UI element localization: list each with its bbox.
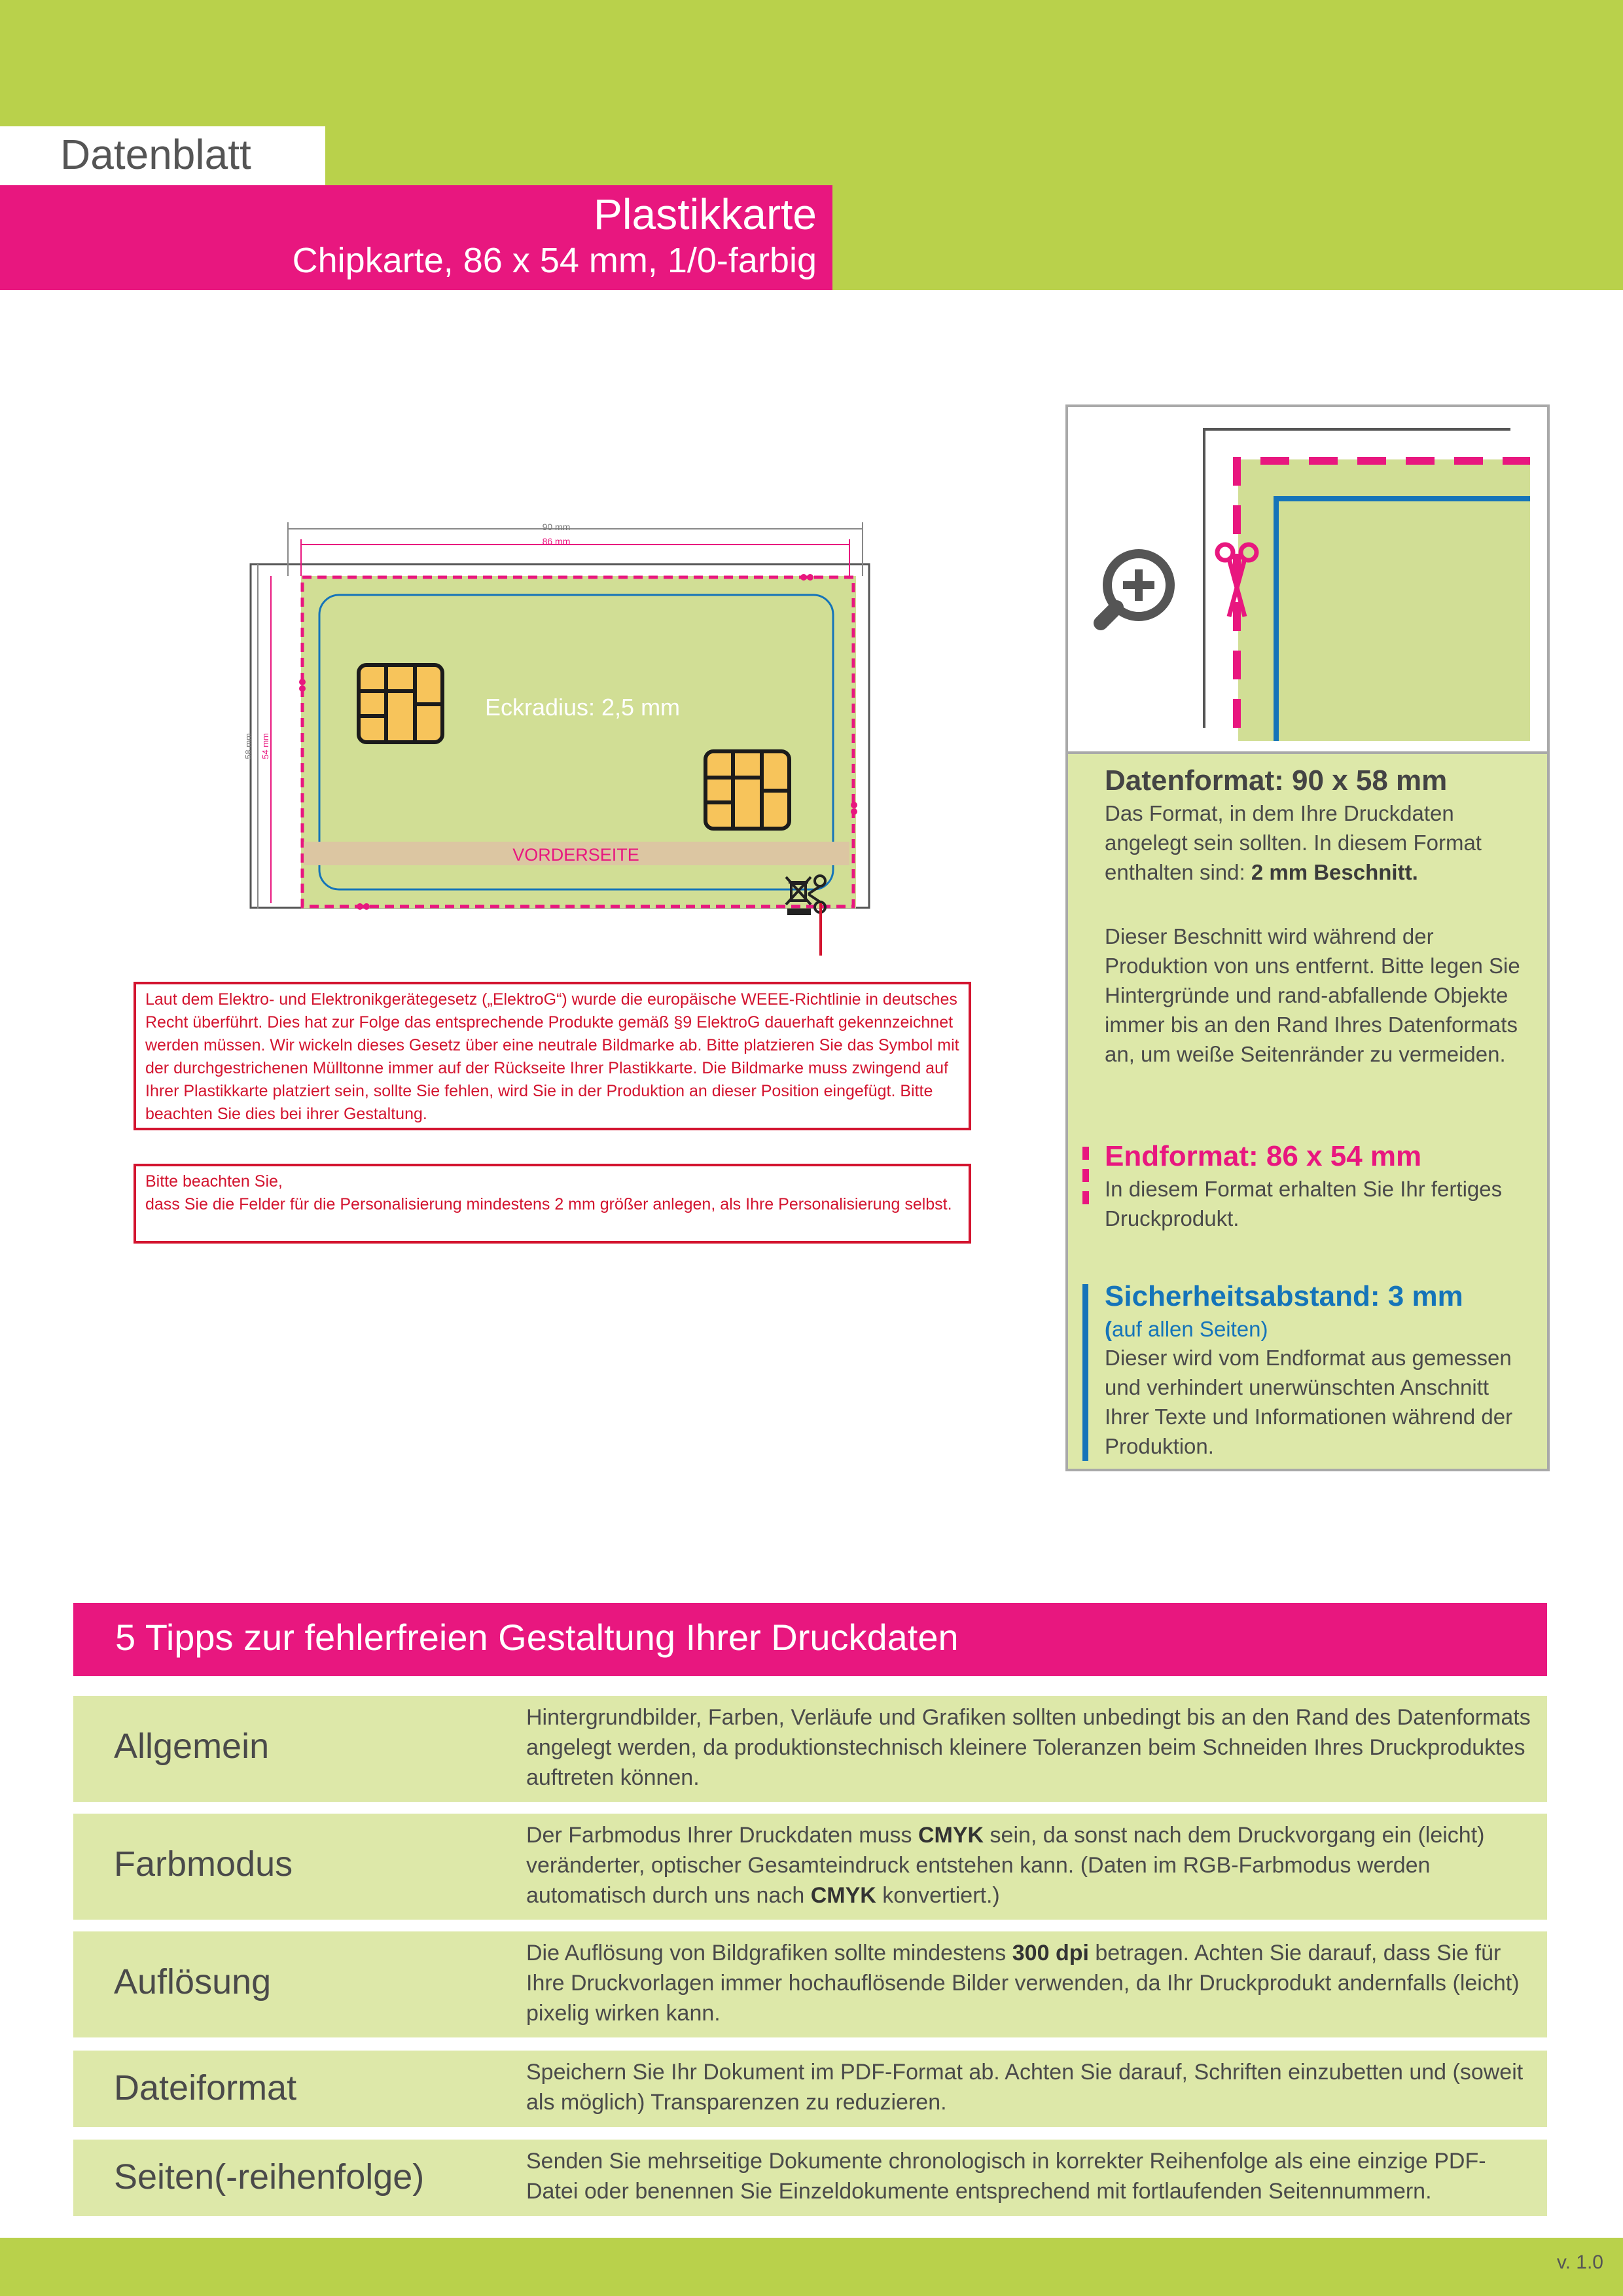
personalisation-notice-line2: dass Sie die Felder für die Personalisierung mindestens 2 mm größer anlegen, als Ihre Personalisierung selbst. [145,1195,952,1213]
tip-label: Dateiformat [114,2068,297,2108]
tip-label: Auflösung [114,1962,272,2001]
sicherheit-marker [1082,1284,1088,1461]
corner-radius-label: Eckradius: 2,5 mm [484,694,681,721]
datenblatt-label-box [0,126,325,185]
tip-row-aufloesung [73,1931,1547,2037]
zoom-detail [1068,407,1547,754]
side-label: VORDERSEITE [512,845,639,865]
personalisation-notice-line1: Bitte beachten Sie, [145,1172,283,1191]
tip-row-dateiformat [73,2051,1547,2127]
sicherheit-title: Sicherheitsabstand: 3 mm [1105,1280,1463,1312]
tips-header [73,1603,1547,1676]
tip-row-farbmodus [73,1814,1547,1920]
dim-width-inner: 86 mm [542,536,571,547]
personalisation-notice [134,1164,971,1244]
footer-band [0,2238,1623,2296]
card-diagram [242,511,883,956]
tip-row-allgemein [73,1696,1547,1802]
tip-text: Speichern Sie Ihr Dokument im PDF-Format ab. Achten Sie darauf, Schriften einzubetten und (soweit als möglich) Transparenzen zu reduzieren. [526,2060,1524,2115]
datenformat-title: Datenformat: 90 x 58 mm [1105,764,1448,797]
dim-height-inner: 54 mm [260,733,270,759]
tip-text: Der Farbmodus Ihrer Druckdaten muss CMYK sein, da sonst nach dem Druckvorgang ein (leicht) veränderter, optischer Gesamteindruck entstehen kann. (Daten im RGB-Farbmodus werden automatisch durch uns nach CMYK konvertiert.) [526,1823,1485,1908]
chip-icon [359,665,442,742]
width-dimensions [288,522,863,576]
beschnitt-text: Dieser Beschnitt wird während der Produktion von uns entfernt. Bitte legen Sie Hintergründe und rand-abfallende Objekte immer bis an den Rand Ihres Datenformats an, um weiße Seitenränder zu vermeiden. [1105,924,1520,1066]
dim-height-outer: 58 mm [243,733,253,759]
zoom-in-icon [1101,554,1170,623]
sicherheit-text: Dieser wird vom Endformat aus gemessen und verhindert unerwünschten Anschnitt Ihrer Texte und Informationen während der Produktion. [1105,1346,1513,1458]
format-info-panel [1065,404,1550,1471]
datenformat-text: Das Format, in dem Ihre Druckdaten angelegt sein sollten. In diesem Format enthalten sind: 2 mm Beschnitt. [1105,801,1482,884]
tip-label: Allgemein [114,1727,270,1766]
endformat-text: In diesem Format erhalten Sie Ihr fertiges Druckprodukt. [1105,1177,1503,1230]
tip-text: Senden Sie mehrseitige Dokumente chronologisch in korrekter Reihenfolge als eine einzige PDF-Datei oder benennen Sie Einzeldokumente entsprechend mit fortlaufenden Seitennummern. [526,2149,1486,2204]
zoom-detail-graphic [1068,407,1547,751]
weee-notice [134,982,971,1130]
tip-label: Farbmodus [114,1844,293,1884]
endformat-marker [1082,1147,1089,1204]
chip-icon [705,751,789,829]
tip-text: Hintergrundbilder, Farben, Verläufe und Grafiken sollten unbedingt bis an den Rand des Datenformats angelegt werden, da produktionstechnisch kleinere Toleranzen beim Schneiden Ihres Druckproduktes auftreten können. [526,1705,1531,1790]
version-label: v. 1.0 [1556,2251,1603,2273]
dim-width-outer: 90 mm [542,522,571,532]
title-box [0,185,832,290]
datenblatt-label: Datenblatt [60,131,251,178]
tip-label: Seiten(-reihenfolge) [114,2157,425,2197]
zoom-card-area [1238,459,1530,741]
tip-row-seiten [73,2140,1547,2216]
weee-notice-text: Laut dem Elektro- und Elektronikgerätegesetz („ElektroG“) wurde die europäische WEEE-Richtlinie in deutsches Recht überführt. Dies hat zur Folge das entsprechende Produkte gemäß §9 ElektroG dauerhaft gekennzeichnet werden müssen. Wir wickeln dieses Gesetz über eine neutrale Bildmarke ab. Bitte platzieren Sie das Symbol mit der durchgestrichenen Mülltonne immer auf der Rückseite Ihrer Plastikkarte. Die Bildmarke muss zwingend auf Ihrer Plastikkarte platziert sein, sollte Sie fehlen, wird Sie in der Produktion an dieser Position eingefügt. Bitte beachten Sie dies bei ihrer Gestaltung. [145,990,959,1123]
endformat-title: Endformat: 86 x 54 mm [1105,1140,1422,1172]
page-subtitle: Chipkarte, 86 x 54 mm, 1/0-farbig [292,241,817,280]
sicherheit-sub: (auf allen Seiten) [1105,1317,1268,1341]
page-title: Plastikkarte [593,190,817,238]
tips-title: 5 Tipps zur fehlerfreien Gestaltung Ihrer Druckdaten [115,1617,959,1658]
tip-text: Die Auflösung von Bildgrafiken sollte mindestens 300 dpi betragen. Achten Sie darauf, dass Sie für Ihre Druckvorlagen immer hochauflösende Bilder verwenden, da Ihr Druckprodukt andernfalls (leicht) pixelig wirken kann. [526,1941,1520,2026]
